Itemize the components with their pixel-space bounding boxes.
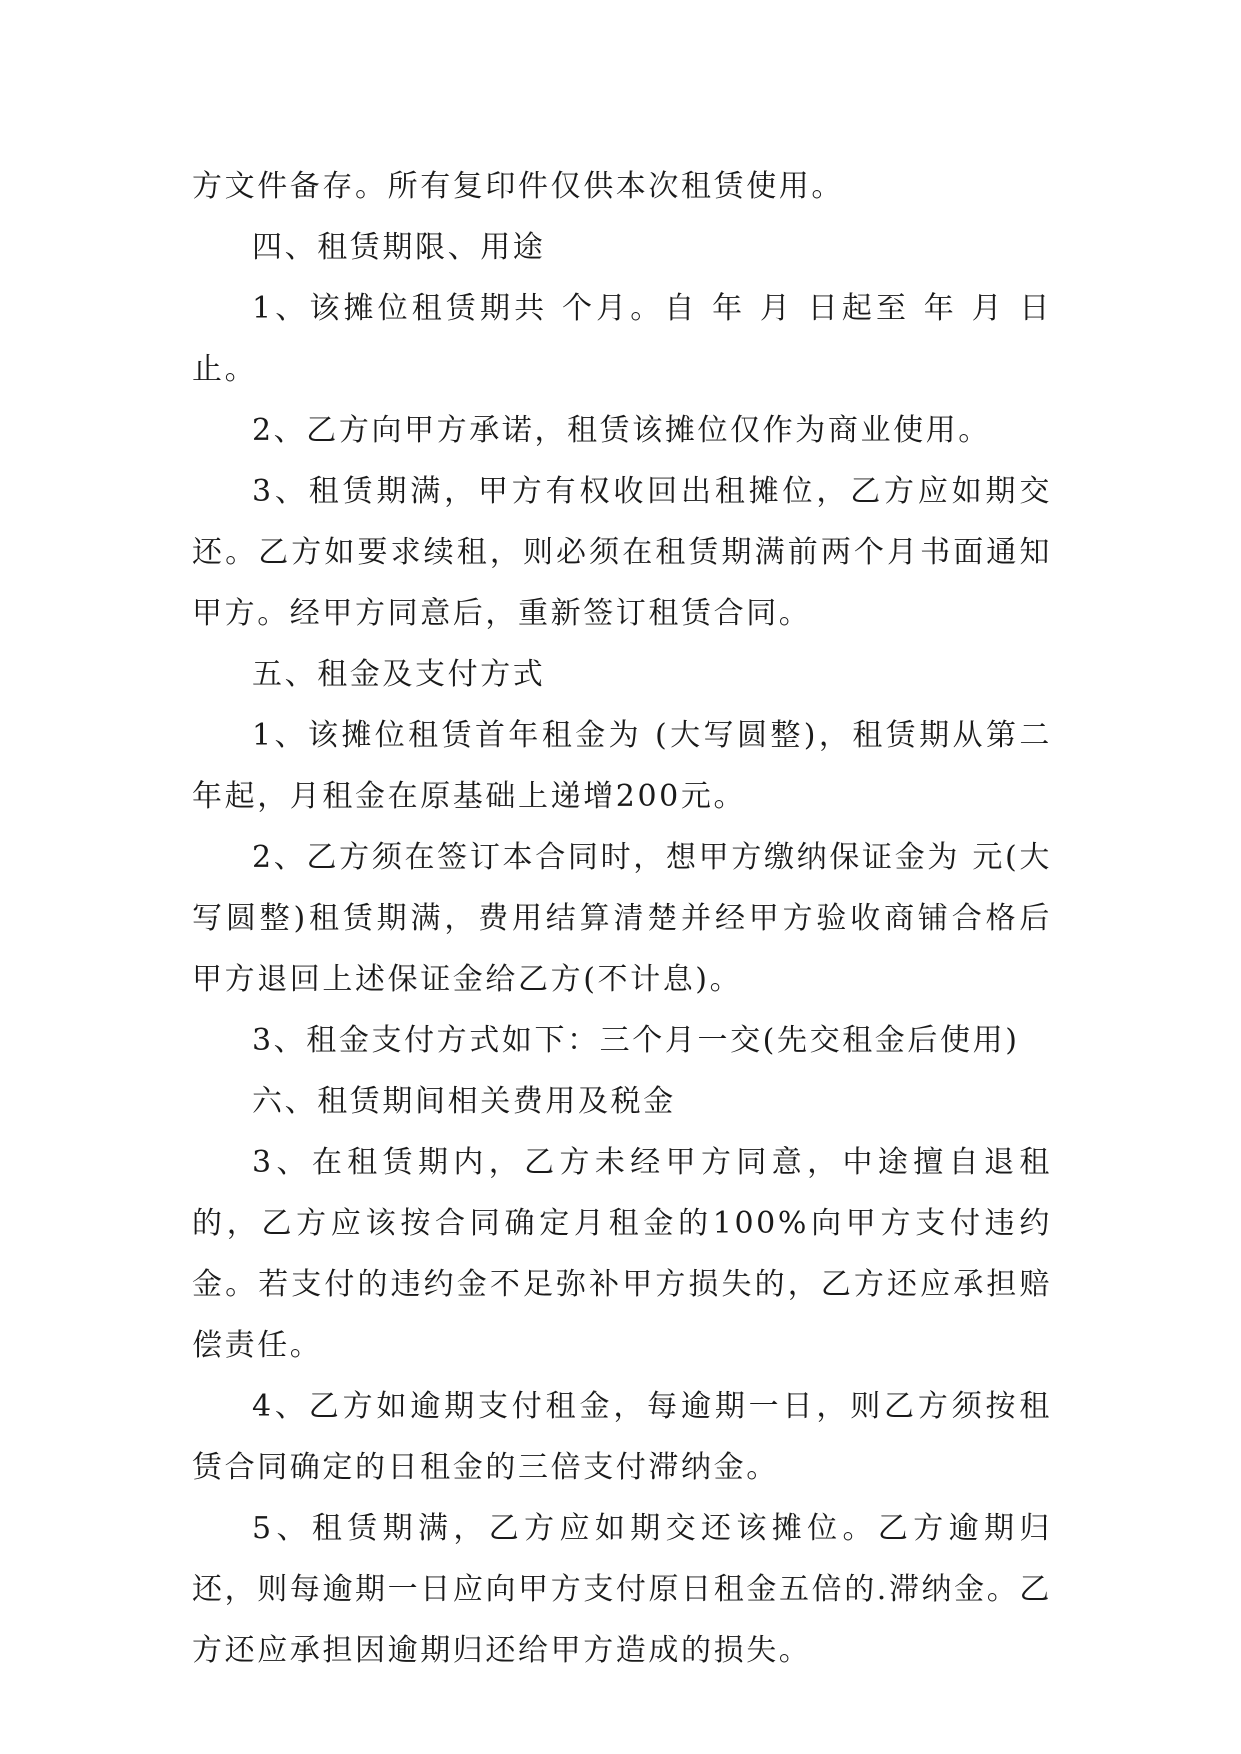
section-heading-term-use: 四、租赁期限、用途 xyxy=(252,230,546,265)
clause-6-3: 3、在租赁期内，乙方未经甲方同意，中途擅自退租的，乙方应该按合同确定月租金的100%向甲方支付违约金。若支付的违约金不足弥补甲方损失的，乙方还应承担赔偿责任。 xyxy=(192,1145,1052,1363)
clause-6-5: 5、租赁期满，乙方应如期交还该摊位。乙方逾期归还，则每逾期一日应向甲方支付原日租金五倍的.滞纳金。乙方还应承担因逾期归还给甲方造成的损失。 xyxy=(192,1511,1052,1668)
clause-6-4: 4、乙方如逾期支付租金，每逾期一日，则乙方须按租赁合同确定的日租金的三倍支付滞纳金。 xyxy=(192,1389,1052,1485)
clause-5-3: 3、租金支付方式如下：三个月一交(先交租金后使用) xyxy=(252,1023,1020,1058)
clause-5-2: 2、乙方须在签订本合同时，想甲方缴纳保证金为 元(大写圆整)租赁期满，费用结算清楚并经甲方验收商铺合格后甲方退回上述保证金给乙方(不计息)。 xyxy=(192,840,1052,997)
paragraph-continuation: 方文件备存。所有复印件仅供本次租赁使用。 xyxy=(192,169,844,204)
clause-4-3: 3、租赁期满，甲方有权收回出租摊位，乙方应如期交还。乙方如要求续租，则必须在租赁期满前两个月书面通知甲方。经甲方同意后，重新签订租赁合同。 xyxy=(192,474,1052,631)
clause-5-1: 1、该摊位租赁首年租金为 (大写圆整)，租赁期从第二年起，月租金在原基础上递增200元。 xyxy=(192,718,1052,814)
section-heading-rent-payment: 五、租金及支付方式 xyxy=(252,657,546,692)
document-body xyxy=(192,156,1052,1681)
clause-4-2: 2、乙方向甲方承诺，租赁该摊位仅作为商业使用。 xyxy=(252,413,991,448)
section-heading-fees-taxes: 六、租赁期间相关费用及税金 xyxy=(252,1084,676,1119)
clause-4-1: 1、该摊位租赁期共 个月。自 年 月 日起至 年 月 日止。 xyxy=(192,291,1052,387)
